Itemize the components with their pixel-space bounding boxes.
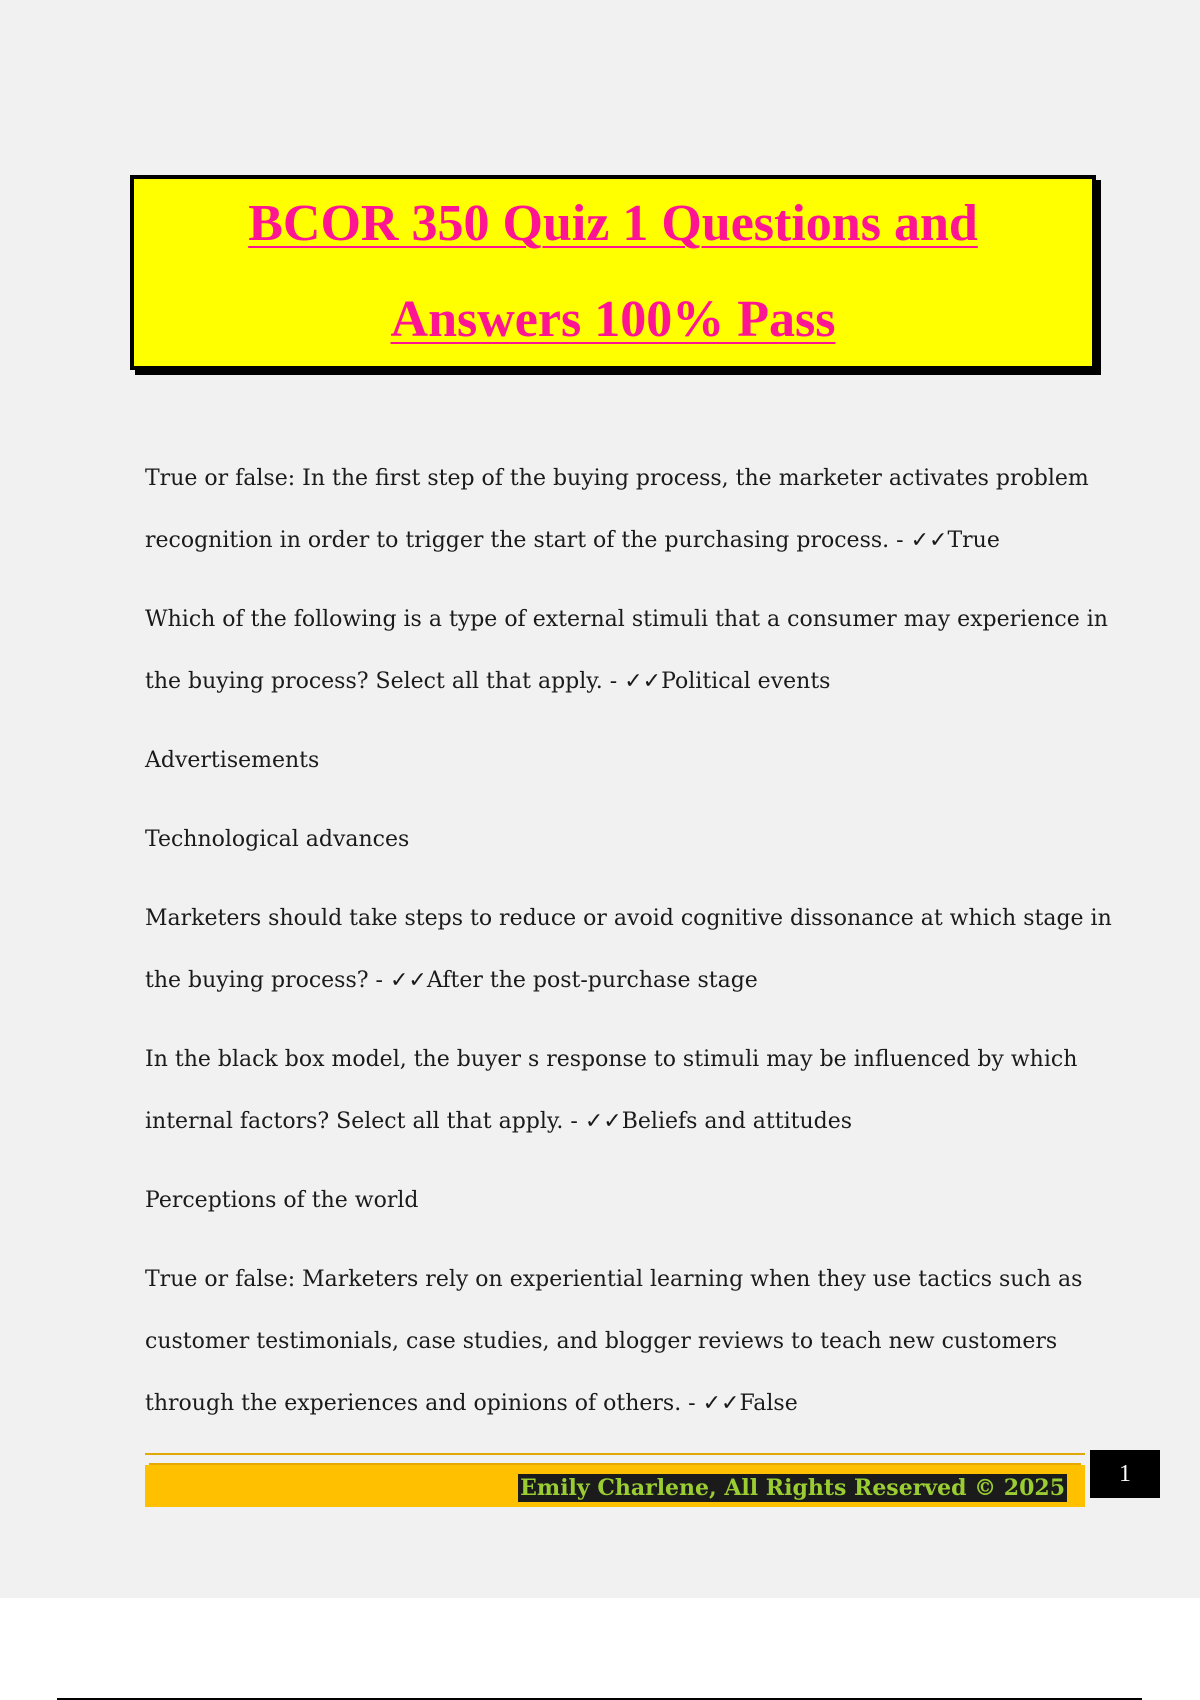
check-mark-icon: ✓✓ bbox=[910, 528, 948, 553]
question-3-line-1: Marketers should take steps to reduce or avoid cognitive dissonance at which stage in bbox=[145, 906, 1112, 931]
title-banner bbox=[130, 175, 1096, 370]
answer-1: True bbox=[947, 528, 1000, 553]
check-mark-icon: ✓✓ bbox=[584, 1109, 622, 1134]
answer-item: Advertisements bbox=[145, 748, 320, 773]
answer-3: After the post-purchase stage bbox=[426, 968, 758, 993]
question-5 bbox=[145, 1249, 1085, 1435]
question-4-line-2: internal factors? Select all that apply. - bbox=[145, 1109, 585, 1134]
page-number: 1 bbox=[1090, 1450, 1160, 1498]
question-4-line-1: In the black box model, the buyer s response to stimuli may be influenced by which bbox=[145, 1047, 1078, 1072]
question-5-line-3: through the experiences and opinions of others. - bbox=[145, 1391, 703, 1416]
quiz-content bbox=[145, 448, 1112, 1452]
answer-2: Political events bbox=[661, 669, 831, 694]
question-3-line-2: the buying process? - bbox=[145, 968, 390, 993]
title-line-1: BCOR 350 Quiz 1 Questions and bbox=[248, 195, 978, 252]
check-mark-icon: ✓✓ bbox=[624, 669, 662, 694]
footer-bar bbox=[145, 1465, 1085, 1507]
question-2 bbox=[145, 589, 1108, 713]
check-mark-icon: ✓✓ bbox=[389, 968, 427, 993]
answer-5: False bbox=[739, 1391, 798, 1416]
check-mark-icon: ✓✓ bbox=[702, 1391, 740, 1416]
question-4 bbox=[145, 1029, 1085, 1153]
question-5-line-1: True or false: Marketers rely on experiential learning when they use tactics such as bbox=[145, 1267, 1083, 1292]
answer-item: Technological advances bbox=[145, 827, 410, 852]
question-1-line-2: recognition in order to trigger the start of the purchasing process. - bbox=[145, 528, 911, 553]
answer-item: Perceptions of the world bbox=[145, 1188, 419, 1213]
footer-divider bbox=[145, 1453, 1085, 1455]
question-5-line-2: customer testimonials, case studies, and blogger reviews to teach new customers bbox=[145, 1329, 1058, 1354]
question-2-line-1: Which of the following is a type of external stimuli that a consumer may experience in bbox=[145, 607, 1108, 632]
question-1 bbox=[145, 448, 1089, 572]
question-1-line-1: True or false: In the first step of the buying process, the marketer activates problem bbox=[145, 466, 1089, 491]
question-2-line-2: the buying process? Select all that apply. - bbox=[145, 669, 625, 694]
answer-4: Beliefs and attitudes bbox=[621, 1109, 853, 1134]
question-3 bbox=[145, 888, 1112, 1012]
copyright-notice: Emily Charlene, All Rights Reserved © 2025 bbox=[520, 1475, 1065, 1501]
title-line-2: Answers 100% Pass bbox=[390, 291, 836, 348]
